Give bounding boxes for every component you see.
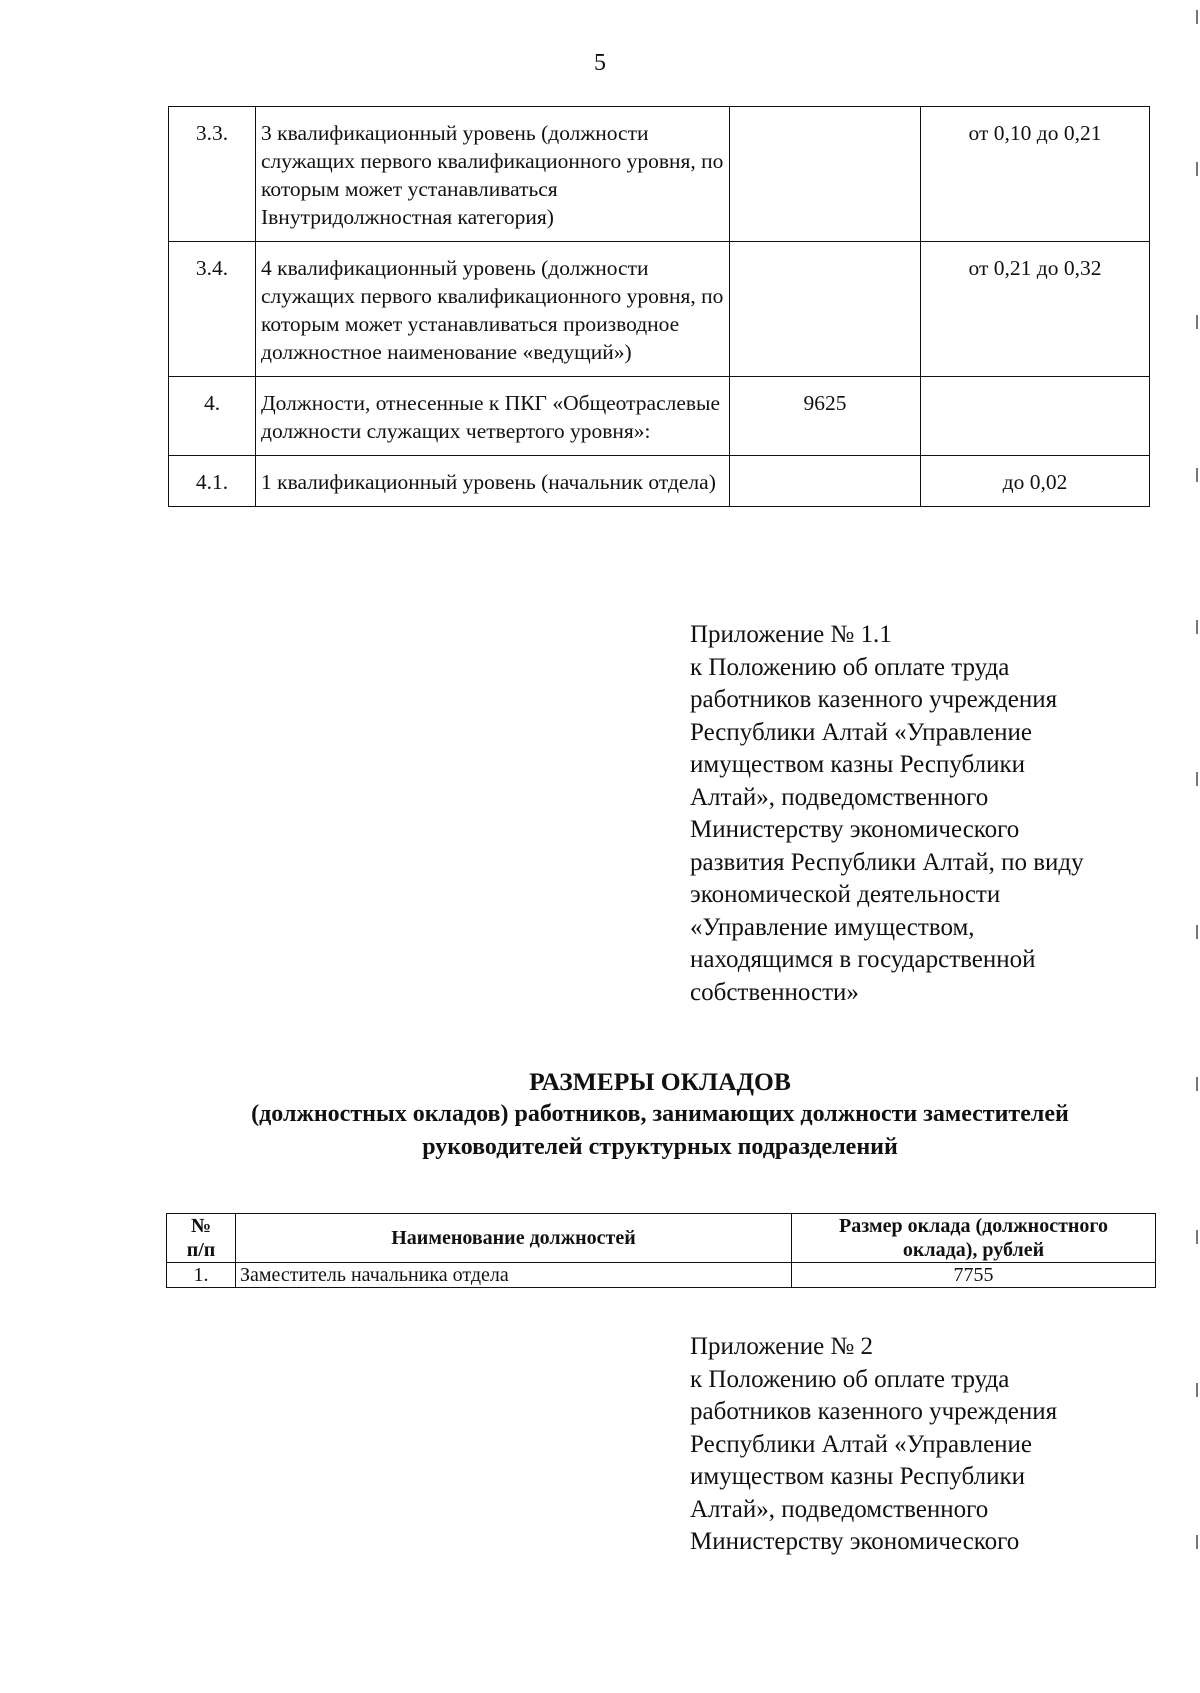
appendix-line: Республики Алтай «Управление [690, 1430, 1033, 1458]
heading-line: руководителей структурных подразделений [422, 1134, 898, 1160]
appendix-line: к Положению об оплате труда [690, 1365, 1010, 1393]
scan-edge-mark [1196, 1230, 1198, 1244]
salary-value: 9625 [730, 377, 921, 456]
appendix-line: Министерству экономического [690, 1528, 1020, 1555]
coefficient-value: от 0,10 до 0,21 [921, 107, 1150, 242]
header-text: оклада), рублей [902, 1239, 1045, 1261]
heading-line: (должностных окладов) работников, занимающих должности заместителей [251, 1101, 1069, 1127]
header-text: № [190, 1215, 212, 1237]
row-number: 3.4. [169, 242, 256, 377]
table-row [169, 107, 1150, 242]
position-name: 4 квалификационный уровень (должности служащих первого квалификационного уровня, по которым может устанавливаться производное должностное наименование «ведущий») [256, 242, 730, 377]
appendix-1-block [690, 619, 1084, 1009]
row-number: 3.3. [169, 107, 256, 242]
appendix-line: экономической деятельности [690, 881, 1001, 908]
scan-edge-mark [1196, 1383, 1198, 1397]
coefficients-table [168, 106, 1150, 507]
page-number: 5 [594, 50, 606, 76]
scan-edge-mark [1196, 1077, 1198, 1091]
salary-value [730, 242, 921, 377]
appendix-line: имуществом казны Республики [690, 751, 1025, 778]
appendix-line: работников казенного учреждения [690, 686, 1058, 713]
scan-edge-mark [1196, 315, 1198, 329]
appendix-line: Республики Алтай «Управление [690, 718, 1033, 746]
position-name: Должности, отнесенные к ПКГ «Общеотраслевые должности служащих четвертого уровня»: [256, 377, 730, 456]
coefficient-value: от 0,21 до 0,32 [921, 242, 1150, 377]
heading-title: РАЗМЕРЫ ОКЛАДОВ [529, 1067, 791, 1096]
appendix-line: находящимся в государственной [690, 946, 1036, 973]
salary-column-header [792, 1214, 1156, 1263]
appendix-line: «Управление имуществом, [690, 913, 975, 941]
row-number: 1. [167, 1263, 236, 1288]
scan-edge-mark [1196, 162, 1198, 176]
appendix-line: Приложение № 1.1 [690, 621, 892, 648]
appendix-line: Алтай», подведомственного [690, 783, 989, 811]
table-row [167, 1263, 1156, 1288]
position-name: 1 квалификационный уровень (начальник отдела) [256, 456, 730, 507]
salaries-table [166, 1213, 1156, 1288]
scan-edge-mark [1196, 620, 1198, 634]
salary-value: 7755 [792, 1263, 1156, 1288]
appendix-line: имуществом казны Республики [690, 1463, 1025, 1490]
number-column-header [167, 1214, 236, 1263]
appendix-line: к Положению об оплате труда [690, 653, 1010, 681]
position-name: Заместитель начальника отдела [236, 1263, 792, 1288]
appendix-line: собственности» [690, 978, 859, 1006]
appendix-line: Приложение № 2 [690, 1333, 874, 1360]
appendix-line: Министерству экономического [690, 816, 1020, 843]
scan-edge-mark [1196, 1535, 1198, 1549]
table-header-row [167, 1214, 1156, 1263]
table-row [169, 377, 1150, 456]
table-row [169, 456, 1150, 507]
appendix-2-block [690, 1331, 1057, 1559]
coefficient-value: до 0,02 [921, 456, 1150, 507]
position-column-header: Наименование должностей [236, 1214, 792, 1263]
row-number: 4.1. [169, 456, 256, 507]
section-heading [150, 1065, 1170, 1164]
scan-edge-mark [1196, 772, 1198, 786]
appendix-line: развития Республики Алтай, по виду [690, 848, 1084, 876]
row-number: 4. [169, 377, 256, 456]
header-text: Размер оклада (должностного [838, 1215, 1109, 1237]
scan-edge-mark [1196, 468, 1198, 482]
header-text: п/п [186, 1239, 216, 1261]
appendix-line: работников казенного учреждения [690, 1398, 1058, 1425]
salary-value [730, 456, 921, 507]
salary-value [730, 107, 921, 242]
appendix-line: Алтай», подведомственного [690, 1495, 989, 1523]
coefficient-value [921, 377, 1150, 456]
scan-edge-mark [1196, 10, 1198, 24]
position-name: 3 квалификационный уровень (должности служащих первого квалификационного уровня, по которым может устанавливаться Iвнутридолжностная категория) [256, 107, 730, 242]
table-row [169, 242, 1150, 377]
scan-edge-mark [1196, 925, 1198, 939]
